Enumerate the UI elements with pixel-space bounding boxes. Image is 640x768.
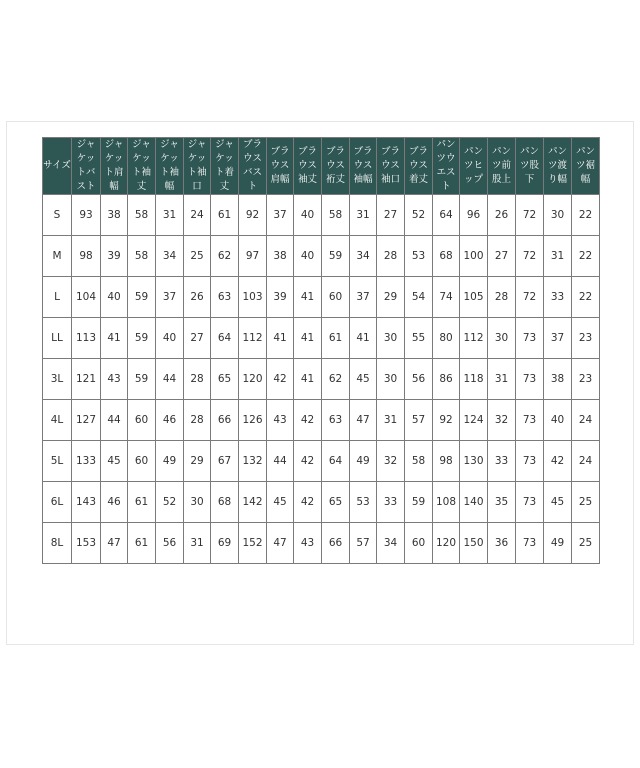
- measurement-cell: 31: [350, 195, 377, 236]
- measurement-cell: 60: [128, 441, 156, 482]
- size-label-cell: M: [43, 236, 72, 277]
- size-label-cell: 4L: [43, 400, 72, 441]
- column-header: [156, 138, 184, 195]
- measurement-cell: 23: [572, 359, 600, 400]
- measurement-cell: 25: [572, 523, 600, 564]
- measurement-cell: 72: [516, 236, 544, 277]
- column-header-label: パンツウエスト: [436, 139, 456, 192]
- measurement-cell: 26: [488, 195, 516, 236]
- measurement-cell: 65: [322, 482, 350, 523]
- measurement-cell: 59: [128, 359, 156, 400]
- measurement-cell: 58: [405, 441, 433, 482]
- measurement-cell: 97: [239, 236, 267, 277]
- size-label-cell: 3L: [43, 359, 72, 400]
- column-header-label: ブラウス袖幅: [353, 146, 373, 185]
- measurement-cell: 118: [460, 359, 488, 400]
- table-body: [43, 195, 600, 564]
- measurement-cell: 73: [516, 441, 544, 482]
- measurement-cell: 63: [322, 400, 350, 441]
- column-header-label: ブラウス肩幅: [270, 146, 290, 185]
- column-header-label: ジャケット袖幅: [159, 139, 179, 192]
- measurement-cell: 46: [156, 400, 184, 441]
- measurement-cell: 38: [544, 359, 572, 400]
- measurement-cell: 61: [128, 482, 156, 523]
- column-header: [488, 138, 516, 195]
- column-header: [239, 138, 267, 195]
- measurement-cell: 36: [488, 523, 516, 564]
- table-row: [43, 482, 600, 523]
- column-header: [128, 138, 156, 195]
- column-header-label: ブラウス袖丈: [297, 146, 317, 185]
- measurement-cell: 59: [405, 482, 433, 523]
- table-row: [43, 277, 600, 318]
- measurement-cell: 53: [350, 482, 377, 523]
- column-header: [43, 138, 72, 195]
- column-header-label: パンツ渡り幅: [547, 146, 567, 185]
- measurement-cell: 47: [101, 523, 128, 564]
- column-header-label: ブラウス着丈: [408, 146, 428, 185]
- column-header: [101, 138, 128, 195]
- table-row: [43, 318, 600, 359]
- measurement-cell: 25: [572, 482, 600, 523]
- column-header: [460, 138, 488, 195]
- column-header-label: パンツ前股上: [491, 146, 511, 185]
- measurement-cell: 120: [433, 523, 460, 564]
- measurement-cell: 92: [433, 400, 460, 441]
- measurement-cell: 42: [294, 400, 322, 441]
- measurement-cell: 42: [544, 441, 572, 482]
- measurement-cell: 49: [350, 441, 377, 482]
- measurement-cell: 47: [267, 523, 294, 564]
- measurement-cell: 49: [156, 441, 184, 482]
- measurement-cell: 52: [156, 482, 184, 523]
- measurement-cell: 142: [239, 482, 267, 523]
- column-header-label: パンツ裾幅: [575, 146, 595, 185]
- measurement-cell: 61: [128, 523, 156, 564]
- measurement-cell: 68: [211, 482, 239, 523]
- measurement-cell: 45: [267, 482, 294, 523]
- measurement-cell: 27: [184, 318, 211, 359]
- measurement-cell: 39: [101, 236, 128, 277]
- measurement-cell: 30: [184, 482, 211, 523]
- measurement-cell: 28: [377, 236, 405, 277]
- measurement-cell: 45: [544, 482, 572, 523]
- size-chart-table: [42, 137, 600, 564]
- measurement-cell: 58: [128, 195, 156, 236]
- size-label-cell: S: [43, 195, 72, 236]
- column-header: [72, 138, 101, 195]
- table-row: [43, 523, 600, 564]
- measurement-cell: 103: [239, 277, 267, 318]
- header-row: [43, 138, 600, 195]
- measurement-cell: 33: [377, 482, 405, 523]
- measurement-cell: 130: [460, 441, 488, 482]
- measurement-cell: 42: [294, 482, 322, 523]
- measurement-cell: 64: [433, 195, 460, 236]
- measurement-cell: 28: [184, 359, 211, 400]
- measurement-cell: 66: [322, 523, 350, 564]
- measurement-cell: 41: [101, 318, 128, 359]
- size-label-cell: 5L: [43, 441, 72, 482]
- measurement-cell: 31: [184, 523, 211, 564]
- measurement-cell: 67: [211, 441, 239, 482]
- measurement-cell: 60: [405, 523, 433, 564]
- column-header: [211, 138, 239, 195]
- measurement-cell: 45: [350, 359, 377, 400]
- column-header-label: ジャケット袖口: [187, 139, 207, 192]
- measurement-cell: 63: [211, 277, 239, 318]
- column-header-label: パンツ股下: [519, 146, 539, 185]
- measurement-cell: 98: [433, 441, 460, 482]
- measurement-cell: 40: [156, 318, 184, 359]
- column-header: [267, 138, 294, 195]
- column-header: [405, 138, 433, 195]
- measurement-cell: 43: [294, 523, 322, 564]
- measurement-cell: 152: [239, 523, 267, 564]
- table-row: [43, 441, 600, 482]
- measurement-cell: 58: [128, 236, 156, 277]
- measurement-cell: 37: [350, 277, 377, 318]
- measurement-cell: 93: [72, 195, 101, 236]
- table-row: [43, 236, 600, 277]
- measurement-cell: 37: [156, 277, 184, 318]
- column-header-label: ジャケット袖丈: [131, 139, 151, 192]
- measurement-cell: 113: [72, 318, 101, 359]
- measurement-cell: 143: [72, 482, 101, 523]
- measurement-cell: 100: [460, 236, 488, 277]
- measurement-cell: 59: [128, 318, 156, 359]
- measurement-cell: 40: [101, 277, 128, 318]
- measurement-cell: 65: [211, 359, 239, 400]
- measurement-cell: 23: [572, 318, 600, 359]
- measurement-cell: 98: [72, 236, 101, 277]
- measurement-cell: 40: [294, 195, 322, 236]
- column-header-label: ジャケットバスト: [76, 139, 96, 192]
- measurement-cell: 43: [267, 400, 294, 441]
- measurement-cell: 57: [350, 523, 377, 564]
- measurement-cell: 96: [460, 195, 488, 236]
- measurement-cell: 44: [267, 441, 294, 482]
- measurement-cell: 120: [239, 359, 267, 400]
- measurement-cell: 31: [156, 195, 184, 236]
- measurement-cell: 56: [405, 359, 433, 400]
- size-label-cell: 8L: [43, 523, 72, 564]
- measurement-cell: 127: [72, 400, 101, 441]
- measurement-cell: 30: [377, 318, 405, 359]
- measurement-cell: 24: [572, 441, 600, 482]
- measurement-cell: 31: [377, 400, 405, 441]
- measurement-cell: 25: [184, 236, 211, 277]
- measurement-cell: 54: [405, 277, 433, 318]
- measurement-cell: 30: [377, 359, 405, 400]
- column-header: [544, 138, 572, 195]
- measurement-cell: 64: [322, 441, 350, 482]
- measurement-cell: 41: [294, 318, 322, 359]
- column-header: [572, 138, 600, 195]
- measurement-cell: 150: [460, 523, 488, 564]
- measurement-cell: 43: [101, 359, 128, 400]
- measurement-cell: 153: [72, 523, 101, 564]
- measurement-cell: 52: [405, 195, 433, 236]
- measurement-cell: 68: [433, 236, 460, 277]
- measurement-cell: 61: [211, 195, 239, 236]
- measurement-cell: 49: [544, 523, 572, 564]
- measurement-cell: 72: [516, 277, 544, 318]
- column-header: [322, 138, 350, 195]
- column-header-label: ジャケット着丈: [214, 139, 234, 192]
- measurement-cell: 30: [544, 195, 572, 236]
- measurement-cell: 40: [294, 236, 322, 277]
- measurement-cell: 112: [460, 318, 488, 359]
- measurement-cell: 86: [433, 359, 460, 400]
- measurement-cell: 22: [572, 195, 600, 236]
- measurement-cell: 45: [101, 441, 128, 482]
- measurement-cell: 73: [516, 359, 544, 400]
- size-label-cell: L: [43, 277, 72, 318]
- measurement-cell: 39: [267, 277, 294, 318]
- column-header-label: ジャケット肩幅: [104, 139, 124, 192]
- column-header: [350, 138, 377, 195]
- column-header-label: パンツヒップ: [463, 146, 483, 185]
- measurement-cell: 60: [128, 400, 156, 441]
- measurement-cell: 64: [211, 318, 239, 359]
- measurement-cell: 37: [267, 195, 294, 236]
- measurement-cell: 62: [322, 359, 350, 400]
- measurement-cell: 112: [239, 318, 267, 359]
- measurement-cell: 27: [377, 195, 405, 236]
- size-label-cell: LL: [43, 318, 72, 359]
- measurement-cell: 69: [211, 523, 239, 564]
- measurement-cell: 29: [184, 441, 211, 482]
- measurement-cell: 124: [460, 400, 488, 441]
- measurement-cell: 31: [488, 359, 516, 400]
- table-row: [43, 400, 600, 441]
- measurement-cell: 42: [267, 359, 294, 400]
- measurement-cell: 32: [377, 441, 405, 482]
- measurement-cell: 105: [460, 277, 488, 318]
- measurement-cell: 26: [184, 277, 211, 318]
- measurement-cell: 73: [516, 318, 544, 359]
- measurement-cell: 53: [405, 236, 433, 277]
- measurement-cell: 66: [211, 400, 239, 441]
- measurement-cell: 80: [433, 318, 460, 359]
- table-row: [43, 359, 600, 400]
- measurement-cell: 33: [544, 277, 572, 318]
- column-header: [516, 138, 544, 195]
- column-header: [184, 138, 211, 195]
- measurement-cell: 27: [488, 236, 516, 277]
- measurement-cell: 56: [156, 523, 184, 564]
- measurement-cell: 74: [433, 277, 460, 318]
- measurement-cell: 57: [405, 400, 433, 441]
- measurement-cell: 22: [572, 236, 600, 277]
- measurement-cell: 133: [72, 441, 101, 482]
- measurement-cell: 24: [572, 400, 600, 441]
- size-label-cell: 6L: [43, 482, 72, 523]
- measurement-cell: 34: [350, 236, 377, 277]
- measurement-cell: 140: [460, 482, 488, 523]
- measurement-cell: 72: [516, 195, 544, 236]
- measurement-cell: 73: [516, 400, 544, 441]
- column-header: [433, 138, 460, 195]
- measurement-cell: 24: [184, 195, 211, 236]
- measurement-cell: 37: [544, 318, 572, 359]
- measurement-cell: 46: [101, 482, 128, 523]
- measurement-cell: 44: [156, 359, 184, 400]
- column-header-label: ブラウス裄丈: [325, 146, 345, 185]
- measurement-cell: 73: [516, 523, 544, 564]
- measurement-cell: 41: [294, 359, 322, 400]
- measurement-cell: 47: [350, 400, 377, 441]
- measurement-cell: 104: [72, 277, 101, 318]
- measurement-cell: 34: [156, 236, 184, 277]
- measurement-cell: 55: [405, 318, 433, 359]
- table-row: [43, 195, 600, 236]
- measurement-cell: 92: [239, 195, 267, 236]
- measurement-cell: 58: [322, 195, 350, 236]
- measurement-cell: 73: [516, 482, 544, 523]
- measurement-cell: 41: [350, 318, 377, 359]
- measurement-cell: 38: [101, 195, 128, 236]
- measurement-cell: 41: [267, 318, 294, 359]
- column-header-label: ブラウス袖口: [380, 146, 400, 185]
- measurement-cell: 62: [211, 236, 239, 277]
- measurement-cell: 42: [294, 441, 322, 482]
- measurement-cell: 40: [544, 400, 572, 441]
- measurement-cell: 31: [544, 236, 572, 277]
- measurement-cell: 60: [322, 277, 350, 318]
- measurement-cell: 22: [572, 277, 600, 318]
- measurement-cell: 30: [488, 318, 516, 359]
- measurement-cell: 28: [488, 277, 516, 318]
- column-header-label: ブラウスバスト: [242, 139, 262, 192]
- measurement-cell: 34: [377, 523, 405, 564]
- measurement-cell: 44: [101, 400, 128, 441]
- measurement-cell: 132: [239, 441, 267, 482]
- measurement-cell: 59: [128, 277, 156, 318]
- measurement-cell: 38: [267, 236, 294, 277]
- column-header: [377, 138, 405, 195]
- measurement-cell: 126: [239, 400, 267, 441]
- measurement-cell: 32: [488, 400, 516, 441]
- measurement-cell: 29: [377, 277, 405, 318]
- measurement-cell: 35: [488, 482, 516, 523]
- measurement-cell: 41: [294, 277, 322, 318]
- measurement-cell: 108: [433, 482, 460, 523]
- measurement-cell: 121: [72, 359, 101, 400]
- measurement-cell: 28: [184, 400, 211, 441]
- column-header-label: サイズ: [43, 160, 71, 171]
- measurement-cell: 59: [322, 236, 350, 277]
- measurement-cell: 61: [322, 318, 350, 359]
- column-header: [294, 138, 322, 195]
- measurement-cell: 33: [488, 441, 516, 482]
